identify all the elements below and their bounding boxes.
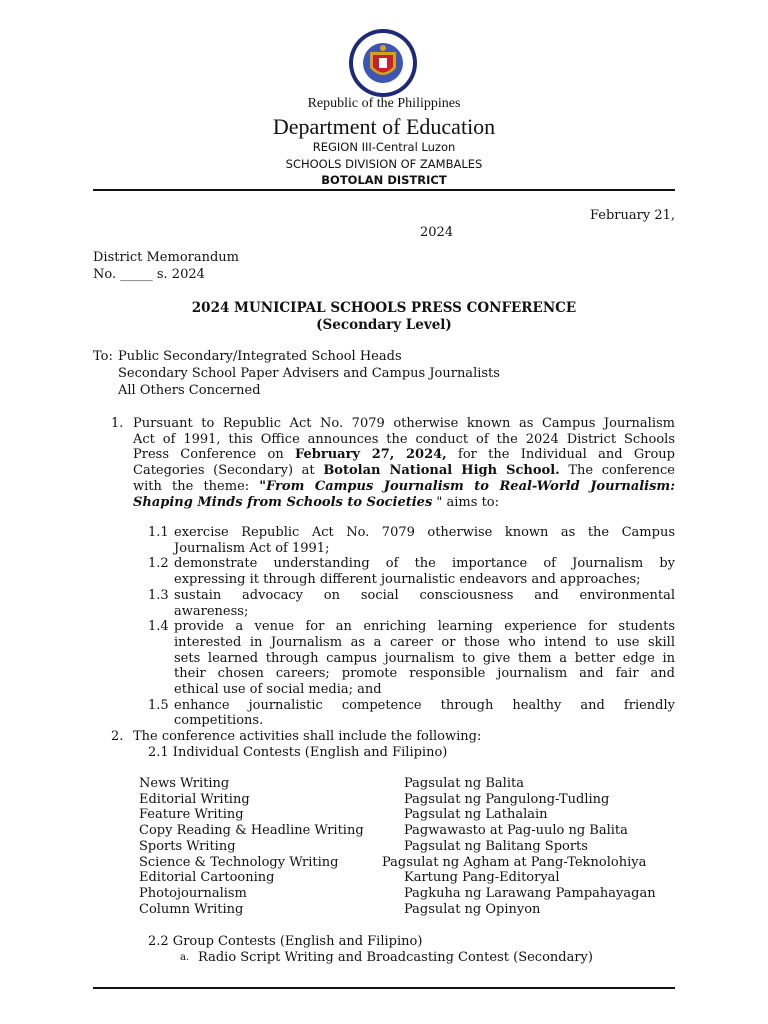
memo-number: No. _____ s. 2024 [93, 267, 205, 282]
contest-fil: Pagsulat ng Opinyon [404, 901, 541, 917]
group-contests-heading: 2.2 Group Contests (English and Filipino) [148, 934, 423, 949]
contest-en: Editorial Writing [139, 791, 250, 807]
header-divider [93, 189, 675, 191]
paragraph-line: Press Conference on February 27, 2024, for the Individual and Group [133, 447, 675, 463]
republic-line: Republic of the Philippines [307, 96, 461, 111]
deped-seal [348, 28, 418, 98]
objective-item: 1.2 demonstrate understanding of the importance of Journalism by expressing it through different journalistic endeavors and approaches; [148, 556, 675, 588]
memo-date-line2: 2024 [420, 225, 454, 240]
recipient-line: All Others Concerned [118, 383, 261, 398]
paragraph-line: Categories (Secondary) at Botolan National High School. The conference [133, 463, 675, 479]
objective-item: 1.4 provide a venue for an enriching learning experience for students interested in Journalism as a career or those who intend to use skill sets learned through campus journalism to give them a better edge in their chosen careers; promote responsible journalism and fair and ethical use of social media; and [148, 619, 675, 698]
subitem-letter: a. [180, 952, 190, 963]
contest-en: News Writing [139, 776, 230, 791]
memo-type: District Memorandum [93, 250, 240, 265]
contest-en: Sports Writing [139, 838, 236, 854]
paragraph-line: Shaping Minds from Schools to Societies " aims to: [133, 494, 499, 510]
region-line: REGION III-Central Luzon [312, 140, 456, 154]
contest-en: Copy Reading & Headline Writing [139, 823, 364, 839]
contest-fil: Kartung Pang-Editoryal [404, 870, 560, 886]
theme-text: "From Campus Journalism to Real-World Journalism: [259, 478, 675, 494]
contest-en: Science & Technology Writing [139, 854, 339, 870]
paragraph-line: Pursuant to Republic Act No. 7079 otherwise known as Campus Journalism [133, 416, 675, 431]
paragraph-line: Act of 1991, this Office announces the conduct of the 2024 District Schools [133, 431, 675, 447]
objective-item: 1.1 exercise Republic Act No. 7079 otherwise known as the Campus Journalism Act of 1991; [148, 525, 675, 556]
individual-contests-heading: 2.1 Individual Contests (English and Filipino) [148, 745, 448, 760]
contest-fil: Pagsulat ng Balita [404, 776, 524, 791]
contest-en: Photojournalism [139, 885, 247, 901]
contest-fil: Pagwawasto at Pag-uulo ng Balita [404, 823, 628, 839]
contest-fil: Pagsulat ng Agham at Pang-Teknolohiya [382, 854, 647, 870]
memo-subtitle: (Secondary Level) [316, 317, 452, 333]
contest-en: Column Writing [139, 901, 244, 917]
conference-date: February 27, 2024, [295, 447, 447, 463]
contest-fil: Pagsulat ng Lathalain [404, 807, 548, 823]
item1-paragraph [133, 416, 675, 510]
department-name: Department of Education [272, 114, 496, 139]
contest-fil: Pagsulat ng Pangulong-Tudling [404, 791, 610, 807]
item2-text: The conference activities shall include the following: [133, 729, 482, 744]
objective-item: 1.5 enhance journalistic competence through healthy and friendly competitions. [148, 697, 675, 729]
item-number: 1. [111, 416, 124, 431]
contest-fil: Pagsulat ng Balitang Sports [404, 838, 588, 854]
objectives-list [148, 525, 675, 729]
memo-date-line1: February 21, [589, 208, 675, 223]
contest-en: Editorial Cartooning [139, 870, 275, 886]
objective-item: 1.3 sustain advocacy on social consciousness and environmental awareness; [148, 587, 675, 619]
item-number: 2. [111, 729, 124, 744]
contest-en: Feature Writing [139, 807, 244, 823]
venue-name: Botolan National High School. [323, 463, 560, 479]
contest-list-english [139, 776, 364, 917]
footer-divider [93, 987, 675, 989]
contest-fil: Pagkuha ng Larawang Pampahayagan [404, 885, 656, 901]
theme-text: Shaping Minds from Schools to Societies [133, 494, 433, 510]
recipient-line: Public Secondary/Integrated School Heads [118, 349, 402, 364]
to-label: To: [93, 349, 113, 364]
memo-title: 2024 MUNICIPAL SCHOOLS PRESS CONFERENCE [191, 300, 577, 316]
radio-contest-item: Radio Script Writing and Broadcasting Contest (Secondary) [198, 950, 593, 965]
contest-list-filipino [382, 776, 656, 917]
paragraph-line: with the theme: "From Campus Journalism to Real-World Journalism: [133, 478, 675, 494]
district-line: BOTOLAN DISTRICT [321, 173, 447, 187]
division-line: SCHOOLS DIVISION OF ZAMBALES [285, 157, 483, 171]
recipient-line: Secondary School Paper Advisers and Campus Journalists [118, 366, 500, 381]
